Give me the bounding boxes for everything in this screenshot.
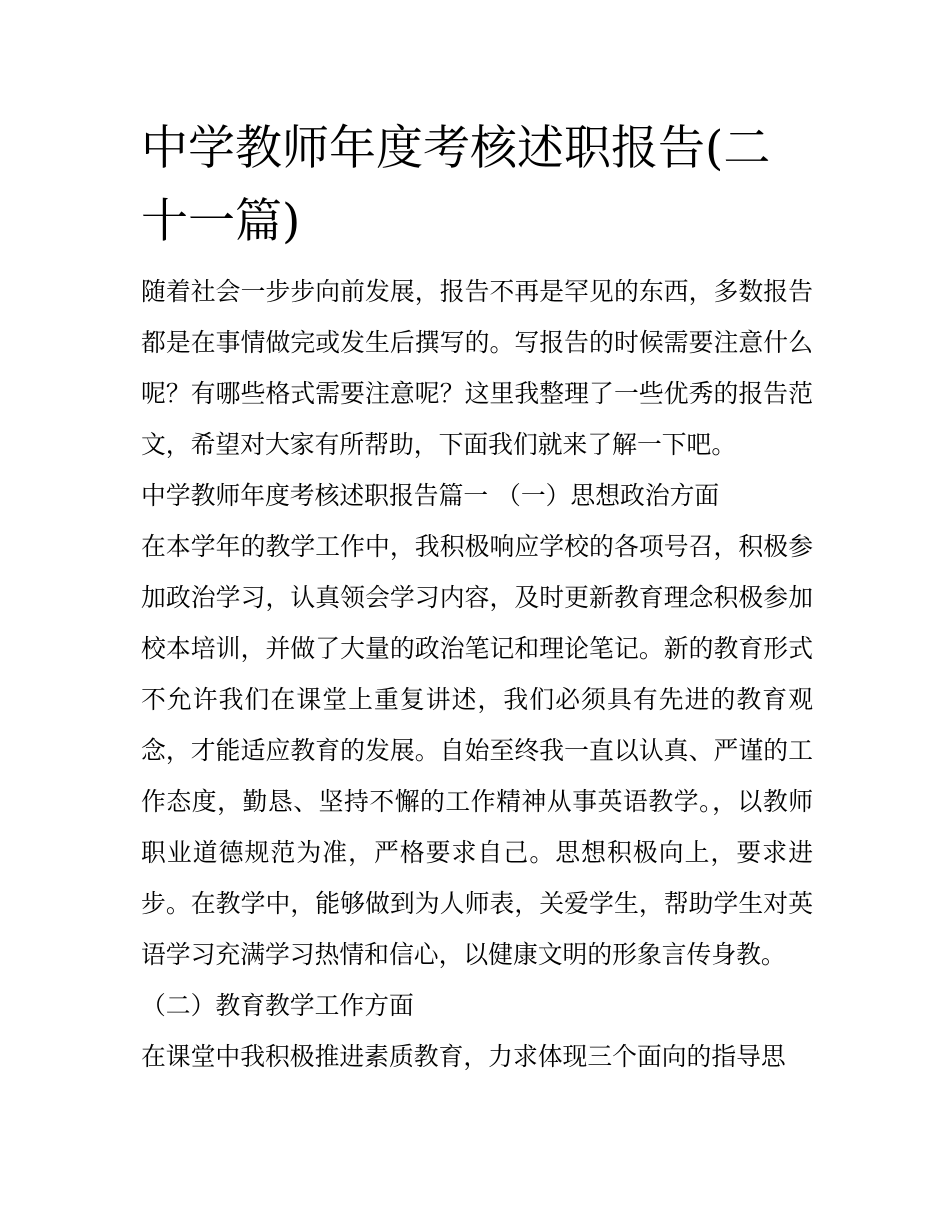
body-paragraph-1: 在本学年的教学工作中，我积极响应学校的各项号召，积极参加政治学习，认真领会学习内容，及时更新教育理念积极参加校本培训，并做了大量的政治笔记和理论笔记。新的教育形式不允许我们在课堂上重复讲述，我们必须具有先进的教育观念，才能适应教育的发展。自始至终我一直以认真、严谨的工作态度，勤恳、坚持不懈的工作精神从事英语教学。，以教师职业道德规范为准，严格要求自己。思想积极向上，要求进步。在教学中，能够做到为人师表，关爱学生，帮助学生对英语学习充满学习热情和信心，以健康文明的形象言传身教。	[141, 532, 813, 969]
section-heading-1: 中学教师年度考核述职报告篇一 （一）思想政治方面	[141, 481, 720, 510]
intro-paragraph: 随着社会一步步向前发展，报告不再是罕见的东西，多数报告都是在事情做完或发生后撰写的。写报告的时候需要注意什么呢？有哪些格式需要注意呢？这里我整理了一些优秀的报告范文，希望对大家有所帮助，下面我们就来了解一下吧。	[141, 277, 813, 459]
section-heading-2: （二）教育教学工作方面	[141, 991, 414, 1020]
document-body	[141, 112, 813, 1082]
document-title: 中学教师年度考核述职报告(二十一篇)	[141, 121, 771, 249]
body-paragraph-2: 在课堂中我积极推进素质教育，力求体现三个面向的指导思	[141, 1042, 786, 1071]
